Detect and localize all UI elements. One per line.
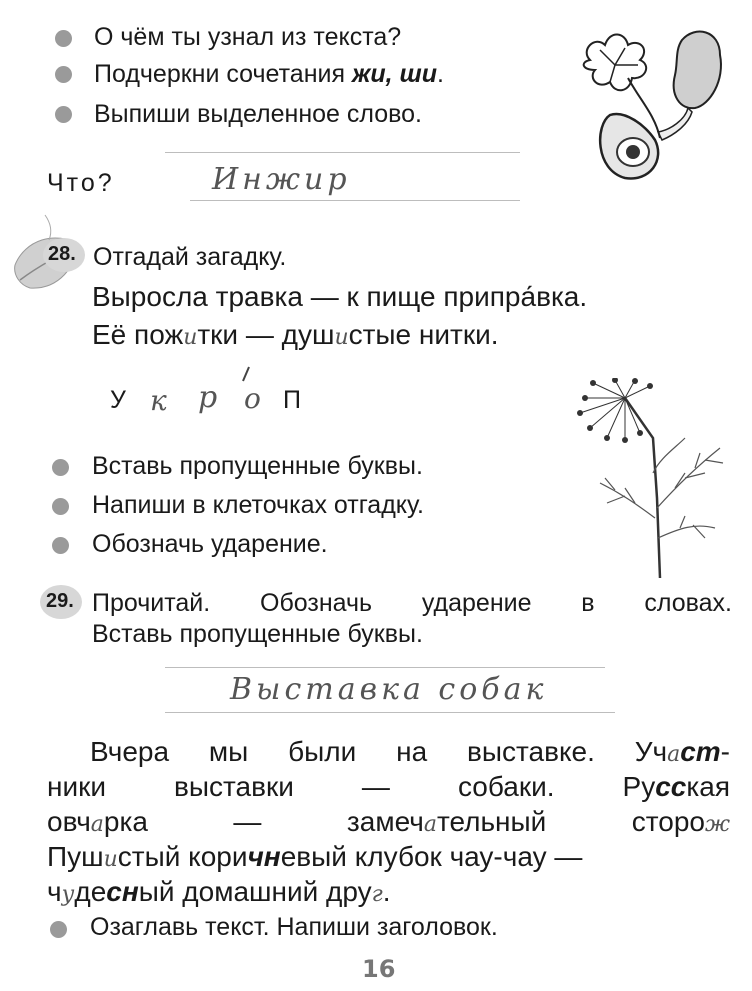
text-line-1 — [90, 735, 730, 772]
text-fragment: ники выставки — собаки. Ру — [47, 771, 656, 802]
answer-letter: р — [198, 380, 218, 415]
text-fragment: евый клубок чау-чау — — [280, 841, 583, 872]
bullet-dot — [55, 30, 72, 47]
task28-instruction: Отгадай загадку. — [93, 243, 287, 271]
task29-instruction-1: Прочитай. Обозначь ударение в словах. — [92, 589, 732, 617]
bullet-dot — [55, 106, 72, 123]
riddle-part-2: тки — душ — [197, 319, 335, 350]
inserted-letter: и — [334, 325, 349, 350]
page-number: 16 — [362, 955, 396, 983]
text-fragment: Вчера мы были на выставке. Уч — [90, 736, 668, 767]
text-fragment: рка — замеч — [103, 806, 424, 837]
task29-instruction-2: Вставь пропущенные буквы. — [92, 620, 423, 648]
text-line-3 — [47, 805, 730, 842]
bullet-dot — [55, 66, 72, 83]
text-line-4 — [47, 840, 582, 877]
inserted-letter: а — [667, 742, 681, 767]
text-fragment: тельный сторо — [436, 806, 705, 837]
text-fragment: ч — [47, 876, 62, 907]
inserted-letter: у — [61, 882, 75, 907]
bullet-text-2-main: Подчеркни сочетания — [94, 60, 346, 88]
emphasis-zhi-shi: жи, ши — [351, 60, 438, 88]
text-fragment: Пуш — [47, 841, 104, 872]
answer-letter: к — [150, 384, 167, 417]
bullet-text-1: О чём ты узнал из текста? — [94, 23, 402, 51]
text-fragment: - — [720, 736, 730, 767]
text-fragment: . — [382, 876, 391, 907]
bullet-dot — [52, 537, 69, 554]
handwritten-title: Выставка собак — [230, 672, 548, 707]
task28-bullet-1: Вставь пропущенные буквы. — [92, 452, 423, 480]
last-bullet-text: Озаглавь текст. Напиши заголовок. — [90, 913, 498, 941]
answer-letter: о — [244, 382, 261, 415]
handwritten-answer: Инжир — [212, 162, 351, 197]
inserted-letter: и — [183, 325, 198, 350]
riddle-part-1: Её пож — [92, 319, 184, 350]
answer-guide-line — [165, 152, 520, 153]
text-line-5 — [47, 875, 391, 912]
bullet-dot — [52, 459, 69, 476]
title-guide-line — [165, 712, 615, 713]
text-fragment: кая — [686, 771, 730, 802]
inserted-letter: а — [423, 812, 437, 837]
riddle-part-3: стые нитки. — [348, 319, 499, 350]
answer-guide-line — [190, 200, 520, 201]
title-guide-line — [165, 667, 605, 668]
inserted-letter: ж — [705, 812, 731, 837]
bullet-dot — [50, 921, 67, 938]
task-number-28: 28. — [48, 243, 76, 265]
text-fragment: стый кори — [117, 841, 248, 872]
emphasis-fragment: сс — [655, 771, 687, 802]
text-line-2 — [47, 770, 730, 804]
answer-label: Что? — [47, 169, 115, 197]
riddle-line-2 — [92, 318, 499, 355]
inserted-letter: г — [371, 882, 383, 907]
emphasis-fragment: ст — [680, 736, 721, 767]
answer-letter: П — [283, 386, 301, 414]
text-fragment: де — [74, 876, 107, 907]
bullet-text-3: Выпиши выделенное слово. — [94, 100, 423, 128]
fig-illustration-icon — [570, 20, 750, 190]
inserted-letter: и — [103, 847, 118, 872]
emphasis-fragment: сн — [106, 876, 139, 907]
task-number-29: 29. — [46, 590, 74, 612]
task28-bullet-2: Напиши в клеточках отгадку. — [92, 491, 424, 519]
task28-bullet-3: Обозначь ударение. — [92, 530, 328, 558]
answer-letter: У — [110, 386, 126, 414]
riddle-line-1: Выросла травка — к пище припра́вка. — [92, 281, 588, 312]
bullet-text-2 — [94, 59, 444, 89]
emphasis-fragment: чн — [247, 841, 281, 872]
dill-illustration-icon — [565, 378, 730, 583]
inserted-letter: а — [90, 812, 104, 837]
text-fragment: овч — [47, 806, 91, 837]
bullet-text-2-end: . — [437, 60, 444, 88]
bullet-dot — [52, 498, 69, 515]
stress-mark-icon — [240, 365, 252, 383]
text-fragment: ый домашний дру — [138, 876, 372, 907]
